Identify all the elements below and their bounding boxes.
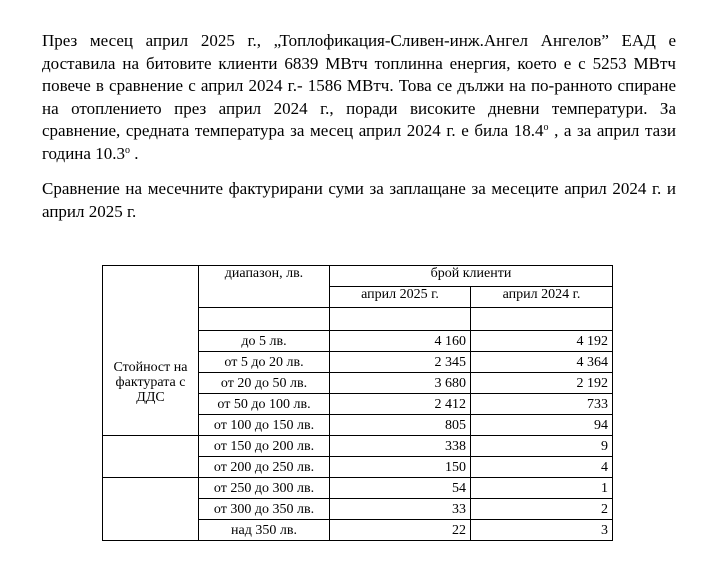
value-2025-cell: 2 345 — [330, 352, 471, 373]
range-column-header: диапазон, лв. — [199, 266, 330, 308]
range-cell: до 5 лв. — [199, 331, 330, 352]
range-cell: от 20 до 50 лв. — [199, 373, 330, 394]
value-2025-cell: 150 — [330, 457, 471, 478]
table-row — [103, 478, 613, 499]
intro-paragraph — [42, 30, 676, 165]
table-spacer-cell — [199, 308, 330, 331]
comparison-paragraph: Сравнение на месечните фактурирани суми за заплащане за месеците април 2024 г. и април 2025 г. — [42, 179, 676, 221]
april-2024-header: април 2024 г. — [471, 287, 613, 308]
value-2025-cell: 33 — [330, 499, 471, 520]
table-spacer-cell — [471, 308, 613, 331]
row-group-label: Стойност на фактурата с ДДС — [103, 331, 199, 436]
value-2024-cell: 4 192 — [471, 331, 613, 352]
table-row — [103, 436, 613, 457]
value-2024-cell: 3 — [471, 520, 613, 541]
intro-text-2: , а за април тази година 10.3 — [42, 121, 676, 163]
degree-sign: o — [124, 144, 130, 156]
table-corner-cell — [103, 266, 199, 308]
value-2025-cell: 805 — [330, 415, 471, 436]
value-2024-cell: 1 — [471, 478, 613, 499]
table-spacer-cell — [330, 308, 471, 331]
value-2024-cell: 2 — [471, 499, 613, 520]
value-2025-cell: 338 — [330, 436, 471, 457]
degree-sign: o — [543, 122, 549, 133]
value-2025-cell: 4 160 — [330, 331, 471, 352]
april-2025-header: април 2025 г. — [330, 287, 471, 308]
value-2025-cell: 22 — [330, 520, 471, 541]
range-cell: от 300 до 350 лв. — [199, 499, 330, 520]
row-group-empty — [103, 436, 199, 478]
table-row — [103, 331, 613, 352]
value-2025-cell: 3 680 — [330, 373, 471, 394]
range-cell: над 350 лв. — [199, 520, 330, 541]
range-cell: от 150 до 200 лв. — [199, 436, 330, 457]
value-2024-cell: 94 — [471, 415, 613, 436]
range-cell: от 250 до 300 лв. — [199, 478, 330, 499]
table-left-spacer — [103, 308, 199, 331]
range-cell: от 5 до 20 лв. — [199, 352, 330, 373]
value-2025-cell: 2 412 — [330, 394, 471, 415]
range-cell: от 100 до 150 лв. — [199, 415, 330, 436]
value-2024-cell: 4 — [471, 457, 613, 478]
range-cell: от 50 до 100 лв. — [199, 394, 330, 415]
invoice-comparison-table — [102, 265, 613, 541]
value-2024-cell: 4 364 — [471, 352, 613, 373]
row-group-empty — [103, 478, 199, 541]
intro-text-3: . — [129, 143, 139, 163]
intro-text-1: През месец април 2025 г., „Топлофикация-Сливен-инж.Ангел Ангелов” ЕАД е доставила на битовите клиенти 6839 МВтч топлинна енергия, което е с 5253 МВтч повече в сравнение с април 2024 г.- 1586 МВтч. Това се дължи на по-ранното спиране на отоплението през април 2024 г., поради високите дневни температури. За сравнение, средната температура за месец април 2024 г. е била 18.4 — [42, 31, 676, 140]
value-2024-cell: 733 — [471, 394, 613, 415]
value-2024-cell: 9 — [471, 436, 613, 457]
value-2024-cell: 2 192 — [471, 373, 613, 394]
clients-count-header: брой клиенти — [330, 266, 613, 287]
range-cell: от 200 до 250 лв. — [199, 457, 330, 478]
value-2025-cell: 54 — [330, 478, 471, 499]
